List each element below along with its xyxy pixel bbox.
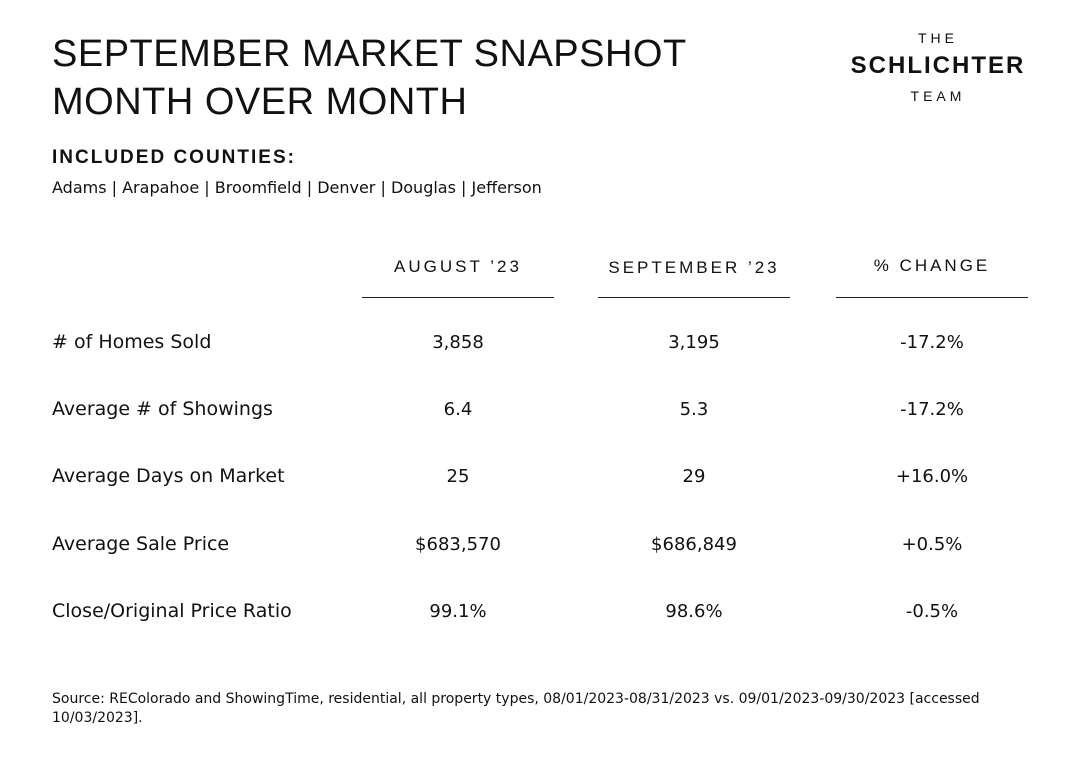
row-label-homes-sold: # of Homes Sold [52, 331, 212, 353]
source-note: Source: REColorado and ShowingTime, residential, all property types, 08/01/2023-08/31/2023 vs. 09/01/2023-09/30/2023 [accessed 10/03/2023]. [52, 691, 980, 726]
team-logo [838, 28, 1038, 108]
cell-august-price-ratio: 99.1% [429, 601, 487, 622]
column-rule-september [598, 297, 790, 298]
column-rule-change [836, 297, 1028, 298]
cell-change-days-on-market: +16.0% [895, 466, 969, 487]
cell-change-homes-sold: -17.2% [900, 332, 964, 353]
row-label-showings: Average # of Showings [52, 398, 273, 420]
cell-september-days-on-market: 29 [682, 466, 706, 487]
cell-change-price-ratio: -0.5% [905, 601, 959, 622]
title-line-2: MONTH OVER MONTH [52, 81, 468, 123]
title-line-1: SEPTEMBER MARKET SNAPSHOT [52, 33, 687, 75]
column-rule-august [362, 297, 554, 298]
logo-line-1: THE [918, 30, 958, 46]
row-label-sale-price: Average Sale Price [52, 533, 230, 555]
cell-change-showings: -17.2% [900, 399, 964, 420]
cell-september-showings: 5.3 [679, 399, 709, 420]
cell-august-homes-sold: 3,858 [432, 332, 484, 353]
column-header-change: % CHANGE [873, 256, 991, 275]
row-label-days-on-market: Average Days on Market [52, 465, 285, 487]
counties-label: INCLUDED COUNTIES: [52, 147, 296, 168]
logo-line-2: SCHLICHTER [850, 52, 1026, 79]
counties-list: Adams | Arapahoe | Broomfield | Denver | Douglas | Jefferson [52, 178, 542, 197]
logo-line-3: TEAM [910, 88, 966, 104]
cell-september-sale-price: $686,849 [651, 534, 737, 555]
cell-september-price-ratio: 98.6% [665, 601, 723, 622]
cell-september-homes-sold: 3,195 [668, 332, 720, 353]
cell-august-sale-price: $683,570 [415, 534, 501, 555]
column-header-september: SEPTEMBER ’23 [608, 258, 780, 277]
cell-august-showings: 6.4 [443, 399, 473, 420]
cell-august-days-on-market: 25 [446, 466, 470, 487]
row-label-price-ratio: Close/Original Price Ratio [52, 600, 292, 622]
cell-change-sale-price: +0.5% [901, 534, 963, 555]
page-title [52, 30, 687, 126]
column-header-august: AUGUST ’23 [394, 257, 522, 276]
